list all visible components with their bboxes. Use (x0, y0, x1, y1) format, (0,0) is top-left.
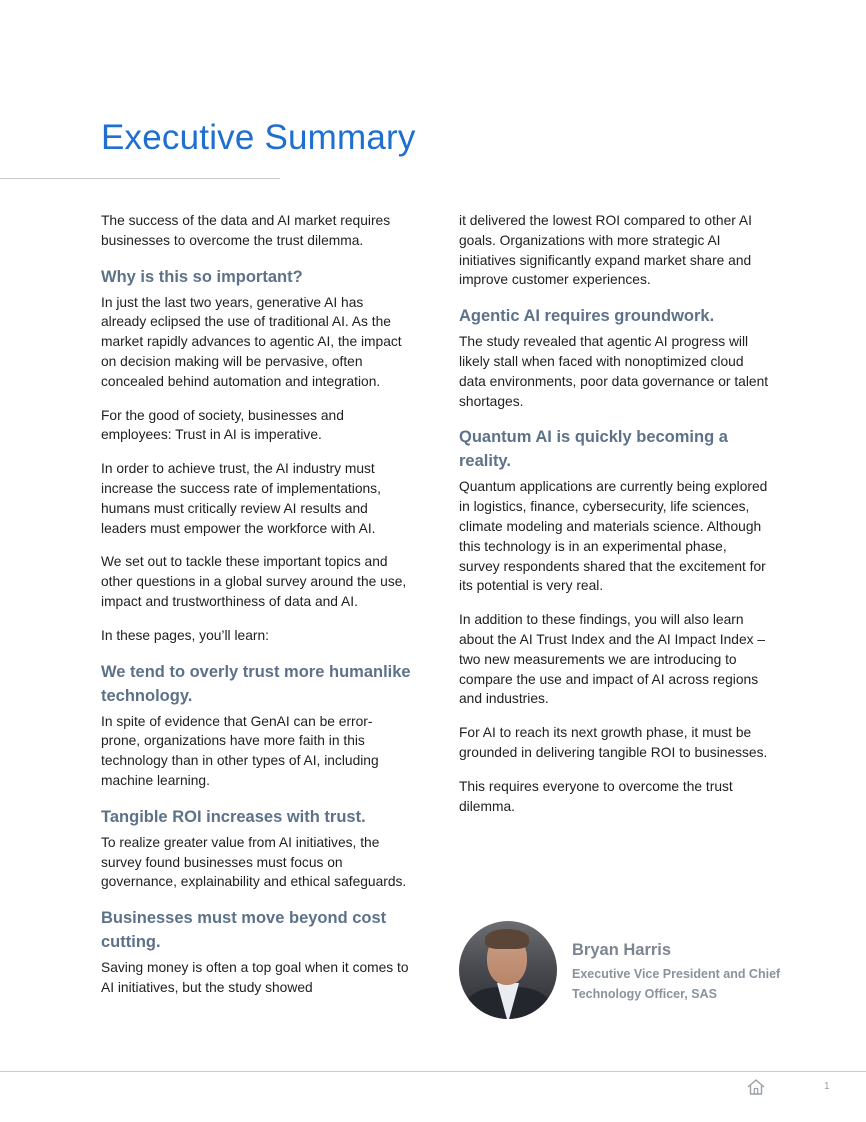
right-column (459, 211, 769, 830)
page-number: 1 (824, 1081, 830, 1092)
author-role: Executive Vice President and Chief Technology Officer, SAS (572, 967, 781, 1001)
left-column (101, 211, 411, 1012)
paragraph: In order to achieve trust, the AI industry must increase the success rate of implementations, humans must critically review AI results and leaders must empower the workforce with AI. (101, 461, 381, 536)
paragraph: Saving money is often a top goal when it comes to AI initiatives, but the study showed (101, 960, 409, 995)
paragraph: In addition to these findings, you will also learn about the AI Trust Index and the AI Impact Index – two new measurements we are introducing to compare the use and impact of AI across regions and industries. (459, 612, 766, 707)
paragraph: In these pages, you’ll learn: (101, 627, 269, 643)
heading-why-important: Why is this so important? (101, 267, 303, 286)
paragraph: The study revealed that agentic AI progress will likely stall when faced with nonoptimized cloud data environments, poor data governance or talent shortages. (459, 334, 769, 409)
paragraph: it delivered the lowest ROI compared to other AI goals. Organizations with more strategic AI initiatives significantly expand market share and improve customer experiences. (459, 213, 752, 288)
paragraph: To realize greater value from AI initiatives, the survey found businesses must focus on governance, explainability and ethical safeguards. (101, 834, 407, 890)
home-icon[interactable] (746, 1078, 766, 1096)
heading-quantum-ai: Quantum AI is quickly becoming a reality. (459, 428, 728, 471)
heading-tangible-roi: Tangible ROI increases with trust. (101, 807, 366, 826)
heading-beyond-cost-cutting: Businesses must move beyond cost cutting. (101, 909, 387, 952)
paragraph: Quantum applications are currently being explored in logistics, finance, cybersecurity, life sciences, climate modeling and materials science. Although this technology is in an experimental phase, survey respondents shared that the excitement for its potential is very real. (459, 479, 768, 594)
paragraph: This requires everyone to overcome the trust dilemma. (459, 778, 733, 814)
title-divider (0, 178, 280, 179)
paragraph: In just the last two years, generative AI has already eclipsed the use of traditional AI. As the market rapidly advances to agentic AI, the impact on decision making will be pervasive, often concealed behind automation and integration. (101, 294, 402, 389)
paragraph: For AI to reach its next growth phase, it must be grounded in delivering tangible ROI to businesses. (459, 725, 768, 760)
paragraph: We set out to tackle these important topics and other questions in a global survey around the use, impact and trustworthiness of data and AI. (101, 554, 407, 609)
footer-divider (0, 1071, 866, 1072)
heading-agentic-ai: Agentic AI requires groundwork. (459, 307, 715, 326)
author-block (459, 921, 789, 1021)
page-title: Executive Summary (101, 118, 416, 157)
heading-humanlike-technology: We tend to overly trust more humanlike technology. (101, 662, 411, 705)
author-name: Bryan Harris (572, 941, 672, 959)
paragraph: In spite of evidence that GenAI can be error-prone, organizations have more faith in this technology than in other types of AI, including machine learning. (101, 713, 379, 788)
intro-paragraph: The success of the data and AI market requires businesses to overcome the trust dilemma. (101, 213, 391, 248)
paragraph: For the good of society, businesses and employees: Trust in AI is imperative. (101, 407, 344, 443)
author-photo (459, 921, 557, 1019)
